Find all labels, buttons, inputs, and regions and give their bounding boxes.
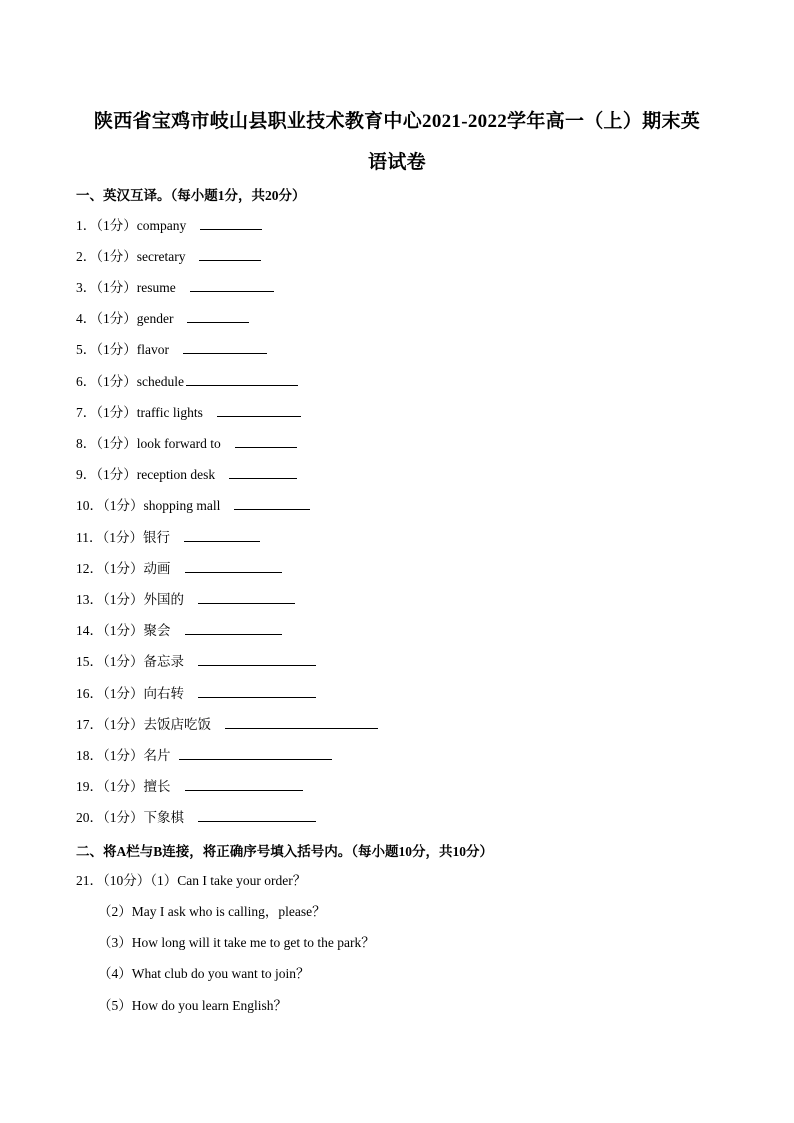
question-17 xyxy=(76,716,378,734)
answer-blank[interactable] xyxy=(198,685,316,698)
answer-blank[interactable] xyxy=(185,622,282,635)
question-4 xyxy=(76,310,249,328)
answer-blank[interactable] xyxy=(190,279,274,292)
question-text: 15．（1分）备忘录 xyxy=(76,654,184,669)
sub-question-3: （3）How long will it take me to get to the park？ xyxy=(98,935,375,950)
answer-blank[interactable] xyxy=(198,653,316,666)
answer-blank[interactable] xyxy=(179,747,332,760)
answer-blank[interactable] xyxy=(225,716,378,729)
question-3 xyxy=(76,279,274,297)
question-1 xyxy=(76,217,262,235)
question-11 xyxy=(76,529,260,547)
question-8 xyxy=(76,435,297,453)
question-19 xyxy=(76,778,303,796)
question-12 xyxy=(76,560,282,578)
question-text: 12．（1分）动画 xyxy=(76,561,171,576)
answer-blank[interactable] xyxy=(183,341,267,354)
question-text: 3．（1分）resume xyxy=(76,280,176,295)
answer-blank[interactable] xyxy=(200,217,262,230)
question-7 xyxy=(76,404,301,422)
answer-blank[interactable] xyxy=(185,778,303,791)
question-5 xyxy=(76,341,267,359)
question-text: 6．（1分）schedule xyxy=(76,374,184,389)
question-text: 5．（1分）flavor xyxy=(76,342,169,357)
answer-blank[interactable] xyxy=(185,560,282,573)
question-text: 18．（1分）名片 xyxy=(76,748,171,763)
question-16 xyxy=(76,685,316,703)
question-text: 9．（1分）reception desk xyxy=(76,467,216,482)
question-text: 8．（1分）look forward to xyxy=(76,436,221,451)
answer-blank[interactable] xyxy=(199,248,261,261)
question-text: 20．（1分）下象棋 xyxy=(76,810,184,825)
question-10 xyxy=(76,497,310,515)
question-13 xyxy=(76,591,295,609)
sub-question-4: （4）What club do you want to join？ xyxy=(98,966,310,981)
question-9 xyxy=(76,466,297,484)
answer-blank[interactable] xyxy=(229,466,297,479)
sub-question-2: （2）May I ask who is calling，please？ xyxy=(98,904,326,919)
question-text: 11．（1分）银行 xyxy=(76,530,170,545)
question-6 xyxy=(76,373,298,391)
question-text: 19．（1分）擅长 xyxy=(76,779,171,794)
question-text: 4．（1分）gender xyxy=(76,311,174,326)
document-title-line1: 陕西省宝鸡市岐山县职业技术教育中心2021-2022学年高一（上）期末英 xyxy=(93,111,701,132)
answer-blank[interactable] xyxy=(217,404,301,417)
question-text: 14．（1分）聚会 xyxy=(76,623,171,638)
answer-blank[interactable] xyxy=(187,310,249,323)
section1-heading: 一、英汉互译。（每小题1分，共20分） xyxy=(76,188,306,203)
question-text: 7．（1分）traffic lights xyxy=(76,405,203,420)
section2-heading: 二、将A栏与B连接，将正确序号填入括号内。（每小题10分，共10分） xyxy=(76,844,494,859)
question-text: 16．（1分）向右转 xyxy=(76,686,184,701)
question-2 xyxy=(76,248,261,266)
question-text: 1．（1分）company xyxy=(76,218,187,233)
question-text: 13．（1分）外国的 xyxy=(76,592,184,607)
question-21: 21．（10分）（1）Can I take your order？ xyxy=(76,873,307,888)
answer-blank[interactable] xyxy=(186,373,298,386)
answer-blank[interactable] xyxy=(198,809,316,822)
answer-blank[interactable] xyxy=(235,435,297,448)
document-title-line2: 语试卷 xyxy=(368,152,426,173)
answer-blank[interactable] xyxy=(198,591,295,604)
sub-question-5: （5）How do you learn English？ xyxy=(98,998,287,1013)
question-text: 2．（1分）secretary xyxy=(76,249,186,264)
answer-blank[interactable] xyxy=(234,497,310,510)
question-text: 10．（1分）shopping mall xyxy=(76,498,221,513)
question-text: 17．（1分）去饭店吃饭 xyxy=(76,717,211,732)
question-20 xyxy=(76,809,316,827)
question-18 xyxy=(76,747,332,765)
answer-blank[interactable] xyxy=(184,529,260,542)
question-14 xyxy=(76,622,282,640)
question-15 xyxy=(76,653,316,671)
